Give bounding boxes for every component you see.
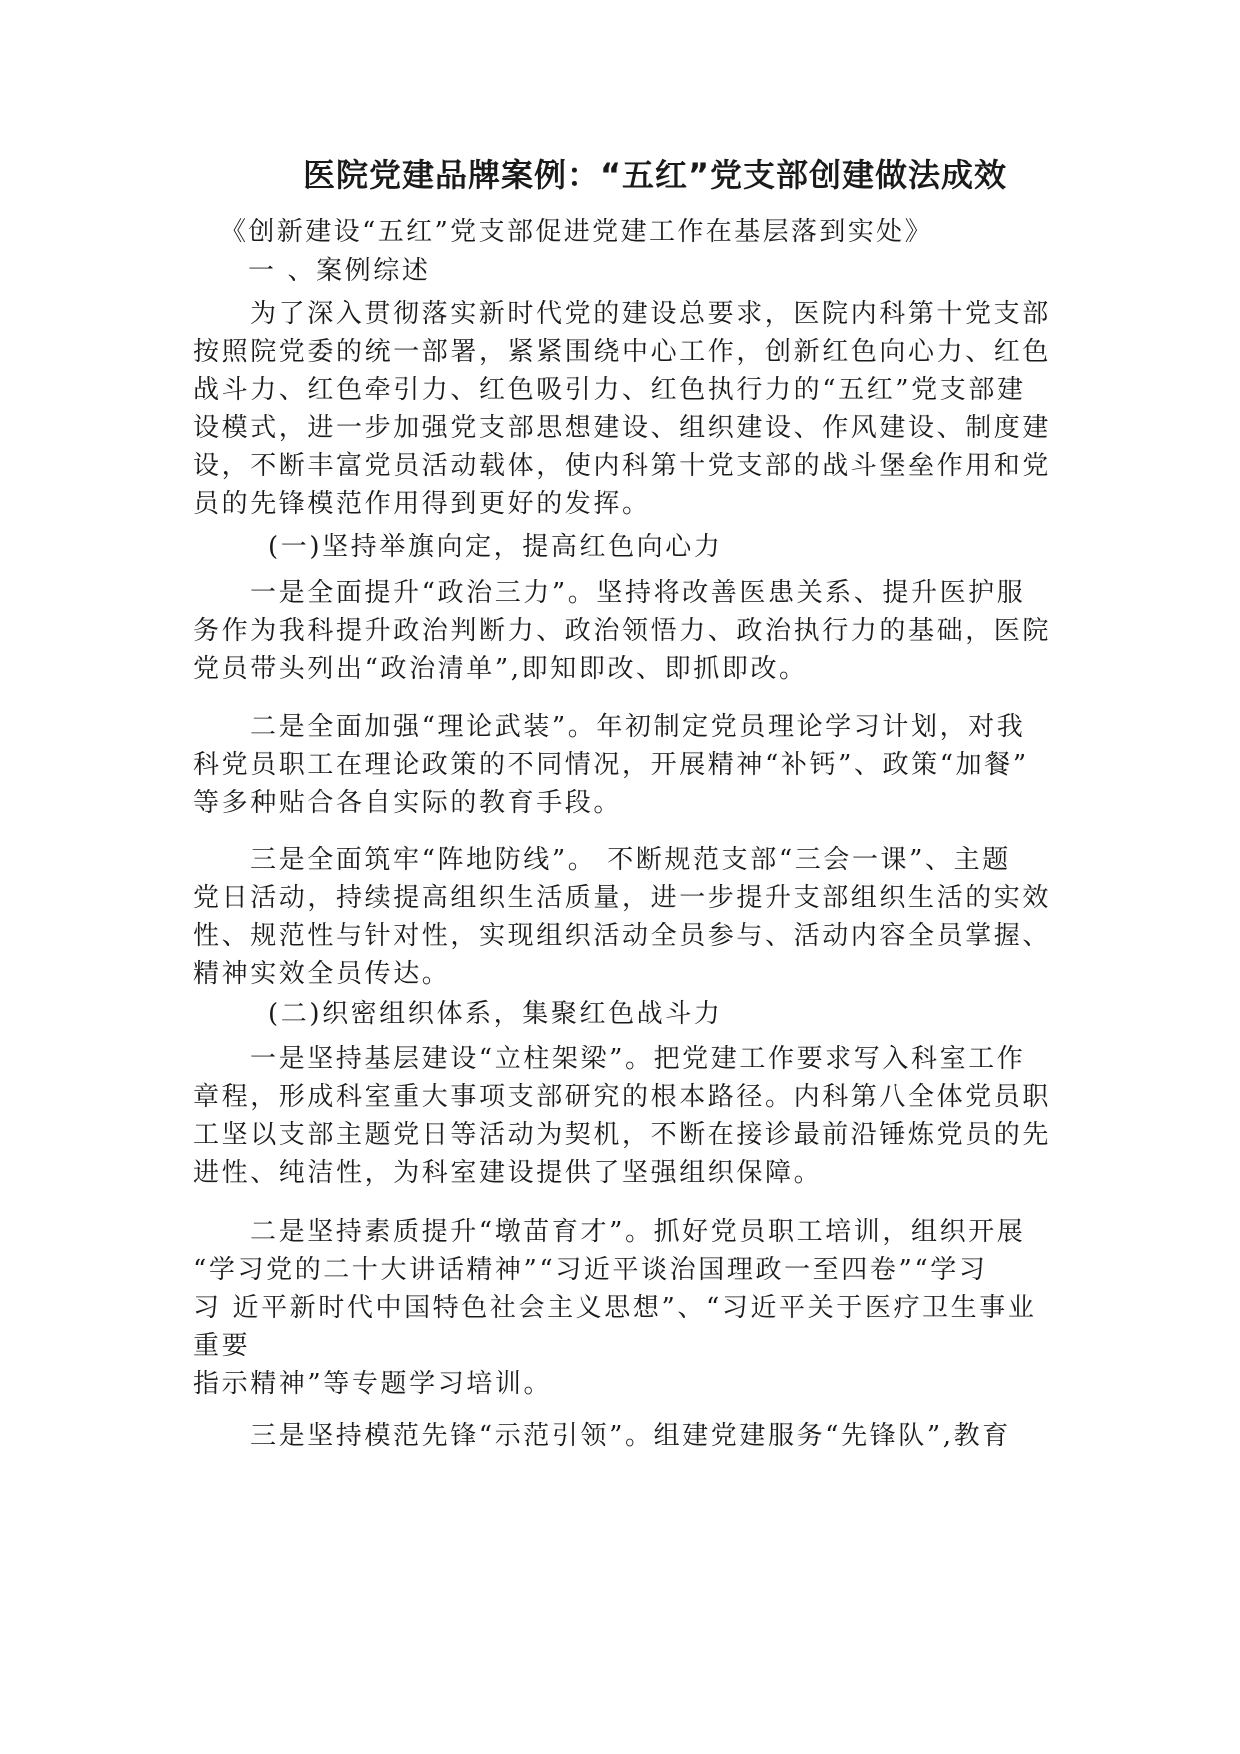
paragraph-line: 二是坚持素质提升“墩苗育才”。抓好党员职工培训，组织开展 — [250, 1217, 1026, 1247]
paragraph-line: 三是全面筑牢“阵地防线”。 不断规范支部“三会一课”、主题 — [250, 845, 1011, 875]
subsection-heading-2: (二)织密组织体系，集聚红色战斗力 — [268, 999, 723, 1029]
paragraph-line: 按照院党委的统一部署，紧紧围绕中心工作，创新红色向心力、红色 — [193, 337, 1052, 367]
paragraph-line: 为了深入贯彻落实新时代党的建设总要求，医院内科第十党支部 — [250, 299, 1051, 329]
paragraph-line: 党员带头列出“政治清单”,即知即改、即抓即改。 — [193, 654, 808, 684]
paragraph-line: 务作为我科提升政治判断力、政治领悟力、政治执行力的基础，医院 — [193, 616, 1052, 646]
paragraph-line: 进性、纯洁性，为科室建设提供了坚强组织保障。 — [193, 1158, 823, 1188]
paragraph-line: 一是全面提升“政治三力”。坚持将改善医患关系、提升医护服 — [250, 578, 1026, 608]
subsection-heading-1: (一)坚持举旗向定，提高红色向心力 — [268, 532, 723, 562]
section-heading-overview: 一 、案例综述 — [248, 256, 431, 286]
paragraph-line: 等多种贴合各自实际的教育手段。 — [193, 788, 623, 818]
paragraph-line: 科党员职工在理论政策的不同情况，开展精神“补钙”、政策“加餐” — [193, 750, 1029, 780]
paragraph-line: 一是坚持基层建设“立柱架梁”。把党建工作要求写入科室工作 — [250, 1044, 1026, 1074]
paragraph-line: 性、规范性与针对性，实现组织活动全员参与、活动内容全员掌握、 — [193, 921, 1052, 951]
paragraph-line: 员的先锋模范作用得到更好的发挥。 — [193, 489, 651, 519]
paragraph-line: 党日活动，持续提高组织生活质量，进一步提升支部组织生活的实效 — [193, 883, 1052, 913]
paragraph-line: 章程，形成科室重大事项支部研究的根本路径。内科第八全体党员职 — [193, 1082, 1052, 1112]
paragraph-line: 二是全面加强“理论武装”。年初制定党员理论学习计划，对我 — [250, 712, 1026, 742]
paragraph-line: 战斗力、红色牵引力、红色吸引力、红色执行力的“五红”党支部建 — [193, 375, 1026, 405]
paragraph-line: 重要 — [193, 1331, 251, 1361]
paragraph-line: 三是坚持模范先锋“示范引领”。组建党建服务“先锋队”,教育 — [250, 1421, 1011, 1451]
paragraph-line: 习 近平新时代中国特色社会主义思想”、“习近平关于医疗卫生事业 — [193, 1293, 1037, 1323]
paragraph-line: 工坚以支部主题党日等活动为契机，不断在接诊最前沿锤炼党员的先 — [193, 1120, 1052, 1150]
paragraph-line: 精神实效全员传达。 — [193, 959, 451, 989]
document-subtitle: 《创新建设“五红”党支部促进党建工作在基层落到实处》 — [220, 217, 933, 247]
paragraph-line: 设，不断丰富党员活动载体，使内科第十党支部的战斗堡垒作用和党 — [193, 451, 1052, 481]
paragraph-line: 指示精神”等专题学习培训。 — [193, 1369, 553, 1399]
paragraph-line: 设模式，进一步加强党支部思想建设、组织建设、作风建设、制度建 — [193, 413, 1052, 443]
document-title: 医院党建品牌案例：“五红”党支部创建做法成效 — [302, 156, 1008, 194]
paragraph-line: “学习党的二十大讲话精神”“习近平谈治国理政一至四卷”“学习 — [193, 1255, 988, 1285]
